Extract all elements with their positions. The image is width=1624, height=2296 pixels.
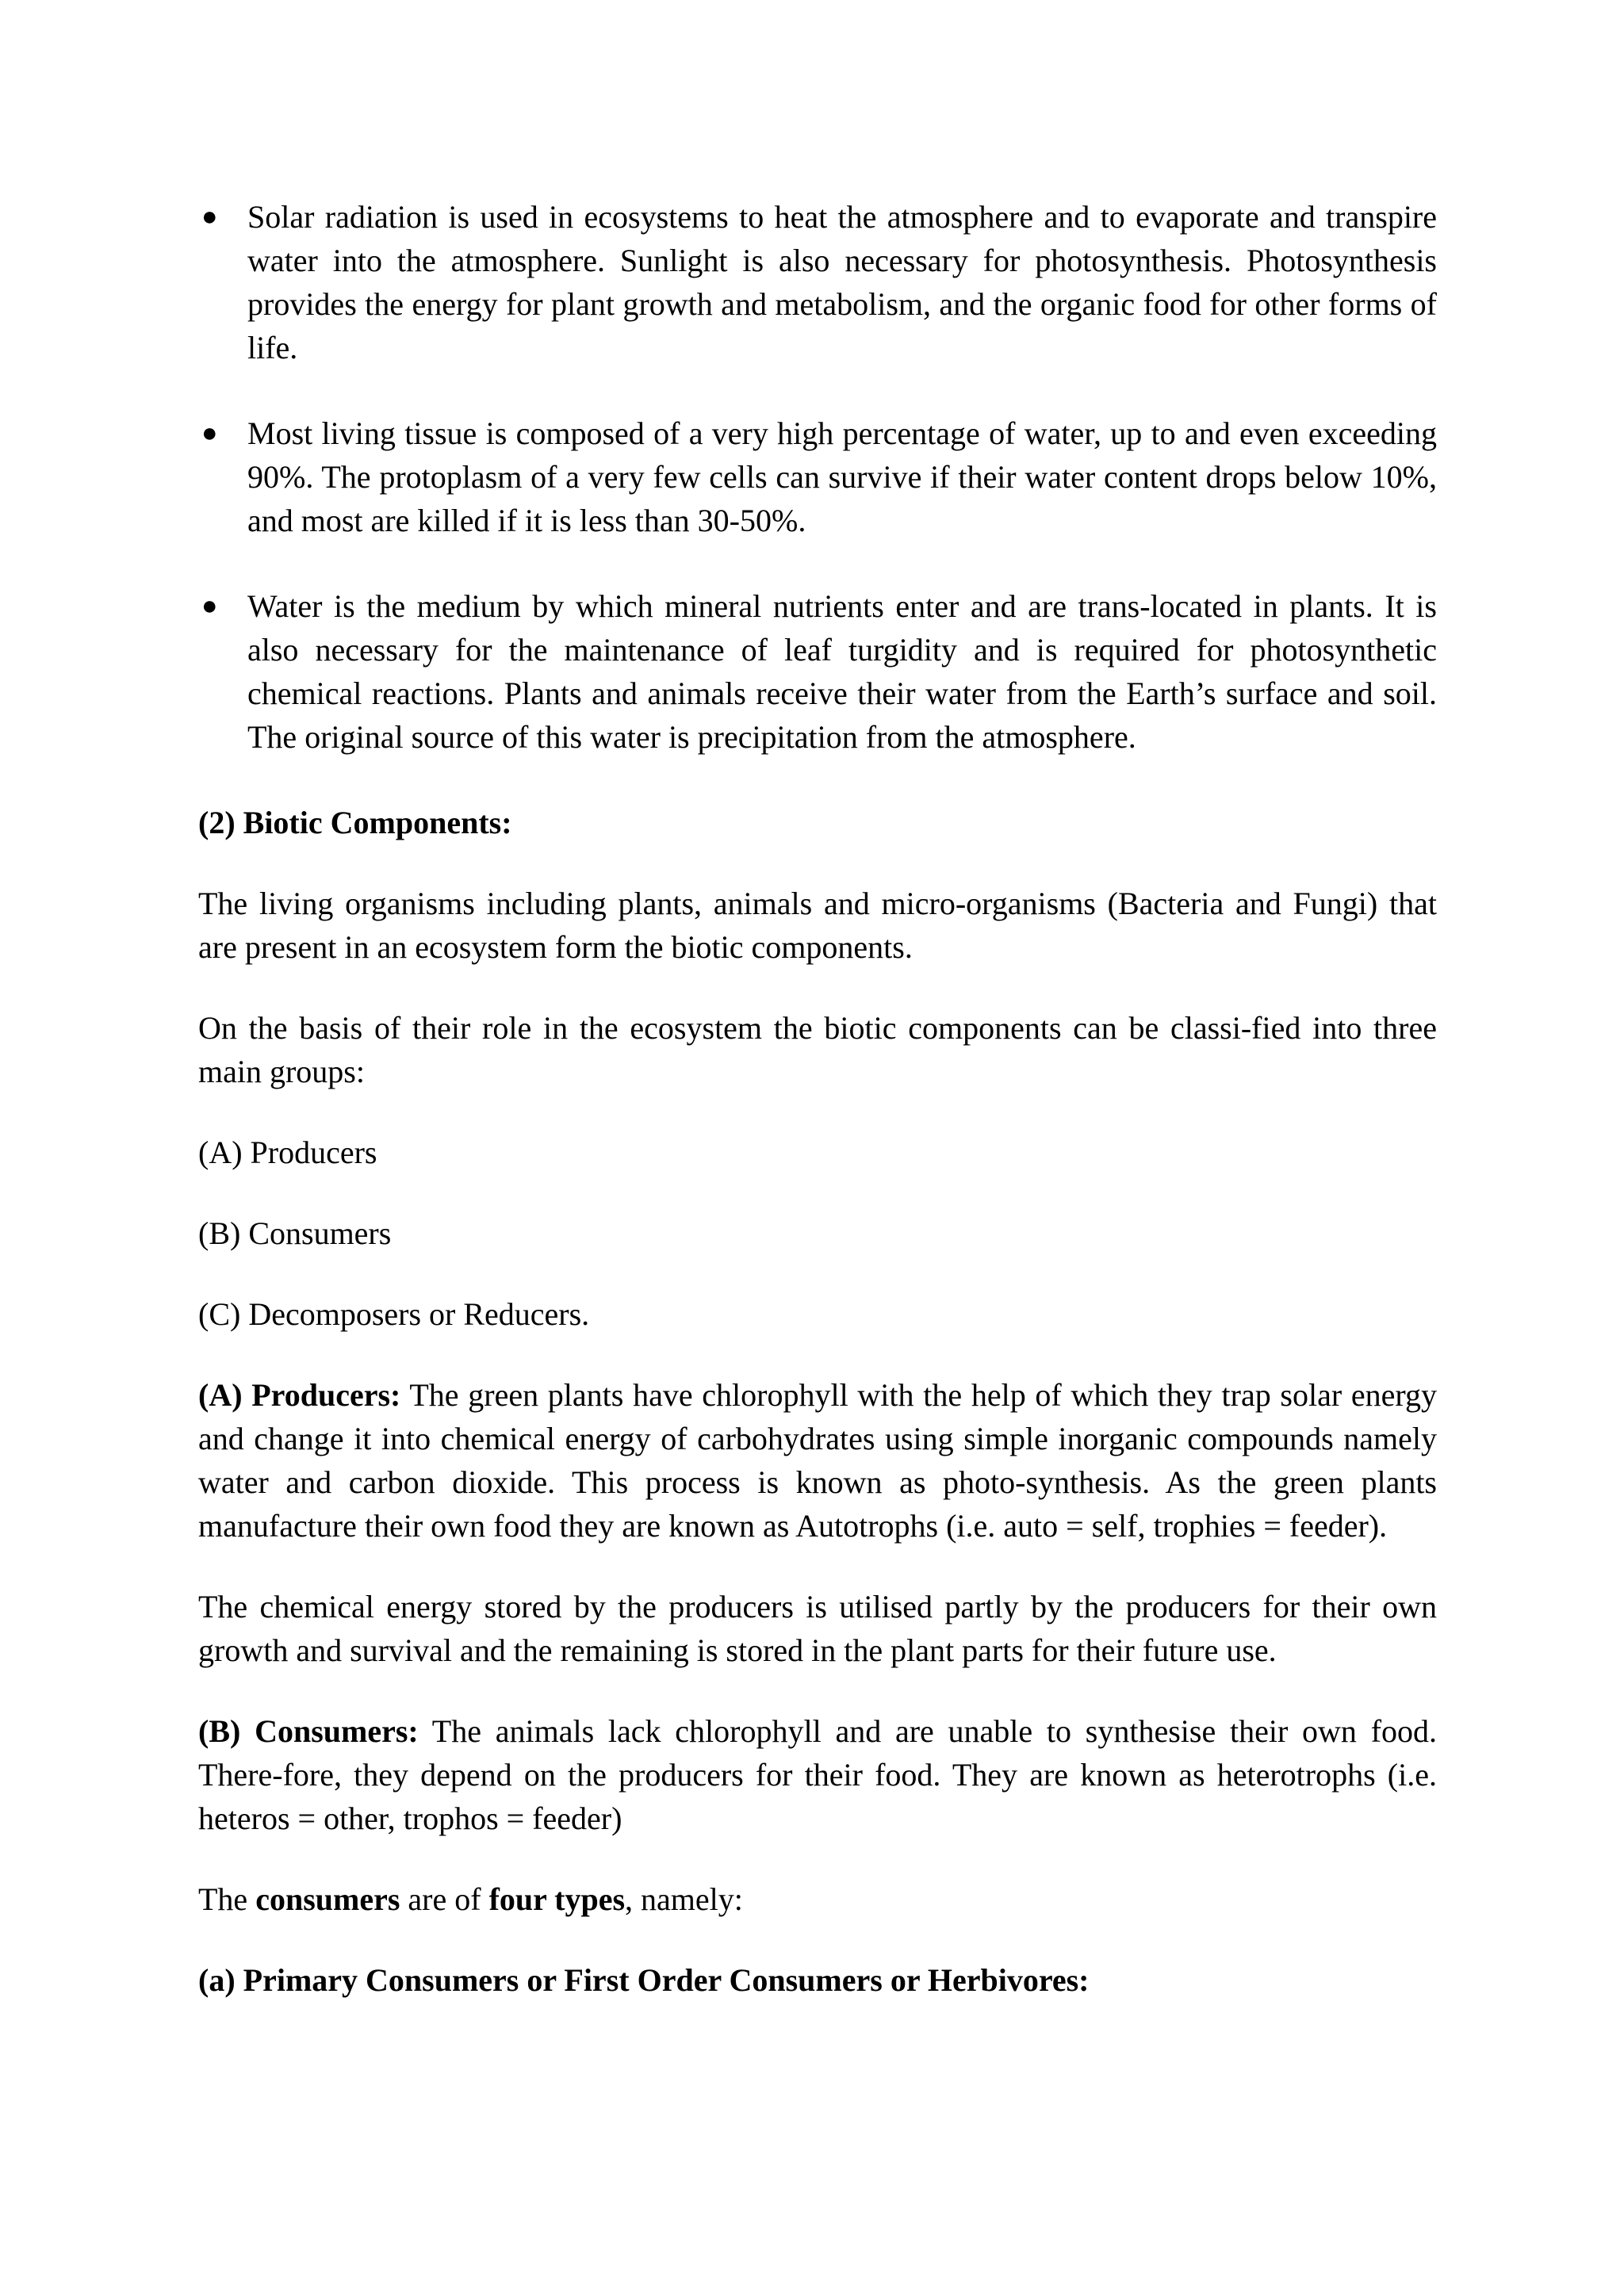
bullet-item-water-medium (198, 584, 1437, 759)
bullet-item-living-tissue (198, 411, 1437, 542)
bullet-item-solar-radiation (198, 195, 1437, 369)
consumer-types-bold-consumers: consumers (255, 1881, 400, 1917)
group-consumers: (B) Consumers (198, 1215, 392, 1251)
consumers-text: The animals lack chlorophyll and are unable to synthesise their own food. There-fore, they depend on the producers for their food. They are known as heterotrophs (i.e. heteros = other, trophos = feeder) (198, 1713, 1438, 1836)
biotic-intro-paragraph: The living organisms including plants, animals and micro-organisms (Bacteria and Fungi) that are present in an ecosystem form the biotic components. (198, 886, 1437, 965)
consumer-types-bold-four-types: four types (488, 1881, 626, 1917)
producers-label: (A) Producers: (198, 1377, 401, 1413)
bullet-icon: ● (201, 419, 218, 448)
abiotic-bullet-list (198, 195, 1437, 759)
producers-text: The green plants have chlorophyll with the help of which they trap solar energy and change it into chemical energy of carbohydrates using simple inorganic compounds namely water and carbon dioxide. This process is known as photo-synthesis. As the green plants manufacture their own food they are known as Autotrophs (i.e. auto = self, trophies = feeder). (198, 1377, 1437, 1544)
bullet-icon: ● (201, 591, 218, 621)
consumers-paragraph (198, 1709, 1437, 1840)
bullet-text: Water is the medium by which mineral nutrients enter and are trans-located in plants. It is also necessary for the maintenance of leaf turgidity and is required for photosynthetic chemical reactions. Plants and animals receive their water from the Earth’s surface and soil. The original source of this water is precipitation from the atmosphere. (247, 588, 1437, 755)
primary-consumers-heading: (a) Primary Consumers or First Order Consumers or Herbivores: (198, 1962, 1090, 1998)
bullet-icon: ● (201, 202, 218, 232)
consumer-types-mid: are of (400, 1881, 489, 1917)
producers-paragraph (198, 1373, 1437, 1548)
bullet-text: Most living tissue is composed of a very high percentage of water, up to and even exceeding 90%. The protoplasm of a very few cells can survive if their water content drops below 10%, and most are killed if it is less than 30-50%. (247, 415, 1437, 538)
group-decomposers: (C) Decomposers or Reducers. (198, 1296, 590, 1332)
consumers-label: (B) Consumers: (198, 1713, 419, 1749)
document-page (198, 195, 1437, 2039)
classification-paragraph: On the basis of their role in the ecosystem the biotic components can be classi-fied into three main groups: (198, 1010, 1437, 1089)
biotic-components-heading: (2) Biotic Components: (198, 805, 512, 840)
consumer-types-post: , namely: (625, 1881, 743, 1917)
consumer-types-paragraph (198, 1877, 1437, 1921)
consumer-types-pre: The (198, 1881, 256, 1917)
bullet-text: Solar radiation is used in ecosystems to heat the atmosphere and to evaporate and transpire water into the atmosphere. Sunlight is also necessary for photosynthesis. Photosynthesis provides the energy for plant growth and metabolism, and the organic food for other forms of life. (247, 199, 1437, 365)
group-producers: (A) Producers (198, 1135, 377, 1170)
chemical-energy-paragraph: The chemical energy stored by the producers is utilised partly by the producers for their own growth and survival and the remaining is stored in the plant parts for their future use. (198, 1589, 1437, 1668)
